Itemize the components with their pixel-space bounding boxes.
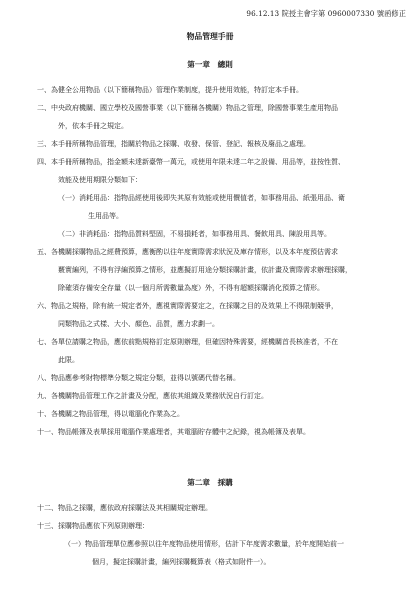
clause-11: 十一、物品帳簿及表單採用電腦作業處理者，其電腦貯存體中之紀錄，視為帳簿及表單。 [37, 428, 310, 436]
clause-1: 一、為健全公用物品（以下簡稱物品）管理作業制度，提升使用效能，特訂定本手冊。 [37, 86, 303, 94]
clause-2-cont: 外，依本手冊之規定。 [58, 122, 128, 130]
clause-12: 十二、物品之採購，應依政府採購法及其相關規定辦理。 [37, 504, 212, 512]
clause-2: 二、中央政府機關、國立學校及國營事業（以下簡稱各機關）物品之管理，除國營事業生產用物品 [37, 104, 338, 112]
clause-3: 三、本手冊所稱物品管理，指關於物品之採購、收發、保管、登記、報核及廢品之處理。 [37, 140, 310, 148]
clause-7-cont: 此限。 [58, 356, 79, 364]
clause-4: 四、本手冊所稱物品，指金額未達新臺幣一萬元，或使用年限未達二年之設備、用品等，並按性質、 [37, 158, 345, 166]
clause-4-sub-1: （一）消耗用品：指物品經使用後即失其原有效能或使用價值者，如事務用品、紙張用品、衛 [58, 194, 345, 202]
clause-4-cont: 效能及使用期限分類如下： [58, 176, 142, 184]
clause-9: 九、各機關物品管理工作之計畫及分配，應依其組織及業務狀況自行訂定。 [37, 392, 268, 400]
clause-13: 十三、採購物品應依下列原則辦理： [37, 522, 149, 530]
clause-6: 六、物品之規格，除有統一規定者外，應視實際需要定之，在採購之目的及效果上不得限制競爭， [37, 302, 338, 310]
clause-10: 十、各機關之物品管理，得以電腦化作業為之。 [37, 410, 184, 418]
clause-6-cont: 同類物品之式樣、大小、顏色、品質，應力求劃一。 [58, 320, 219, 328]
clause-5: 五、各機關採購物品之經費預算，應衡酌以往年度實際需求狀況及庫存情形，以及本年度預估需求 [37, 248, 338, 256]
clause-5-cont-1: 覈實編列，不得有浮編預算之情形，並應擬訂用途分類採購計畫，依計畫及實際需求辦理採購， [58, 266, 352, 274]
revision-note: 96.12.13 院授主會字第 0960007330 號函修正 [246, 9, 406, 18]
clause-8: 八、物品應參考財物標準分類之規定分類，並得以號碼代替名稱。 [37, 374, 240, 382]
clause-13-sub-1-cont: 個月，擬定採購計畫，編列採購概算表（格式如附件一）。 [92, 558, 271, 566]
clause-4-sub-2: （二）非消耗品：指物品質料堅固，不易損耗者，如事務用具、餐飲用具、陳設用具等。 [58, 230, 331, 238]
chapter-2-heading: 第二章 採購 [187, 478, 233, 487]
chapter-1-heading: 第一章 總則 [187, 60, 233, 69]
document-title: 物品管理手冊 [186, 32, 234, 41]
clause-7: 七、各單位請購之物品，應依前點規格訂定原則辦理，但確因特殊需要，經機關首長核准者，不在 [37, 338, 338, 346]
clause-4-sub-1-cont: 生用品等。 [88, 212, 123, 220]
clause-5-cont-2: 除確須存備安全存量（以一個月所需數量為度）外，不得有超額採購消化預算之情形。 [58, 284, 324, 292]
clause-13-sub-1: （一）物品管理單位應參照以往年度物品使用情形，估計下年度需求數量，於年度開始前一 [64, 540, 344, 548]
